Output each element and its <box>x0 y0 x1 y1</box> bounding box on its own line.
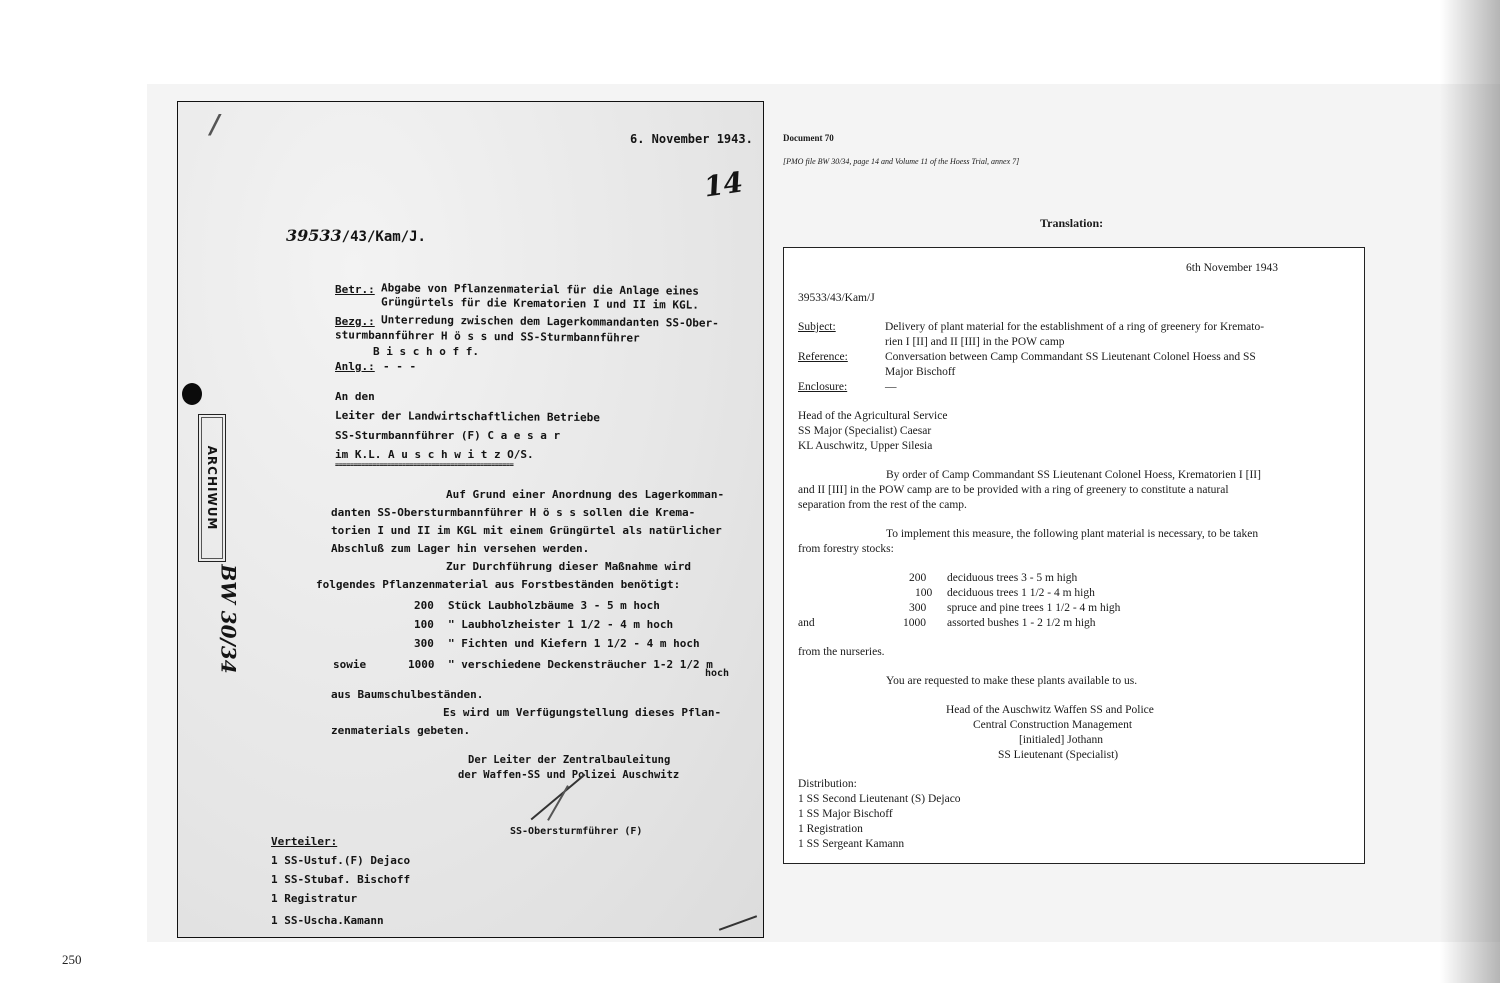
translation-paragraph-1-line-3: separation from the rest of the camp. <box>798 499 967 511</box>
reference-line-3: B i s c h o f f. <box>373 345 479 358</box>
body-line-3: torien I und II im KGL mit einem Grüngürtel als natürlicher <box>331 524 722 537</box>
body-line-5: Zur Durchführung dieser Maßnahme wird <box>446 560 692 573</box>
enclosure-label: Anlg.: <box>335 360 375 373</box>
item-tail: hoch <box>705 668 730 679</box>
distribution-item: 1 SS-Uscha.Kamann <box>271 914 384 927</box>
ink-blot <box>182 383 202 405</box>
translation-distribution-item: 1 Registration <box>798 823 863 835</box>
translation-nurseries: from the nurseries. <box>798 646 885 658</box>
translation-reference-1: Conversation between Camp Commandant SS Lieutenant Colonel Hoess and SS <box>885 351 1256 363</box>
subject-line-2: Grüngürtels für die Krematorien I und II im KGL. <box>380 295 699 312</box>
file-number-handwritten: BW 30/34 <box>216 564 241 674</box>
translation-box <box>783 247 1365 864</box>
body-line-1: Auf Grund einer Anordnung des Lagerkomman- <box>446 488 725 501</box>
distribution-label: Verteiler: <box>271 835 338 848</box>
original-reference <box>286 226 426 245</box>
item-qty: 200 <box>414 599 434 612</box>
item-prefix: sowie <box>333 658 367 671</box>
translation-subject-1: Delivery of plant material for the establishment of a ring of greenery for Kremato- <box>885 321 1265 333</box>
translation-subject-2: rien I [II] and II [III] in the POW camp <box>885 336 1065 348</box>
body-line-8: Es wird um Verfügungstellung dieses Pflan- <box>443 706 722 719</box>
translation-distribution-label: Distribution: <box>798 778 857 790</box>
translation-distribution-item: 1 SS Sergeant Kamann <box>798 838 905 850</box>
signature-rank: SS-Obersturmführer (F) <box>510 826 643 837</box>
translation-item-qty: 300 <box>909 602 927 614</box>
translation-addressee-2: SS Major (Specialist) Caesar <box>798 425 932 437</box>
page-number: 250 <box>62 952 82 967</box>
translation-heading: Translation: <box>1040 216 1104 230</box>
item-qty: 1000 <box>408 658 435 671</box>
document-label: Document 70 <box>783 133 834 143</box>
subject-line-1: Abgabe von Pflanzenmaterial für die Anlage eines <box>380 281 699 298</box>
body-line-2: danten SS-Obersturmbannführer H ö s s sollen die Krema- <box>331 506 696 519</box>
ink-mark <box>719 915 757 931</box>
distribution-item: 1 SS-Stubaf. Bischoff <box>271 873 411 886</box>
addressee-separator: ================================================ <box>335 461 514 469</box>
enclosure-value: - - - <box>383 360 417 373</box>
translation-distribution-item: 1 SS Second Lieutenant (S) Dejaco <box>798 793 961 805</box>
translation-addressee-3: KL Auschwitz, Upper Silesia <box>798 440 933 452</box>
body-line-9: zenmaterials gebeten. <box>331 724 471 737</box>
translation-distribution-item: 1 SS Major Bischoff <box>798 808 893 820</box>
corner-handmark: / <box>210 110 220 140</box>
signature-line-2: der Waffen-SS und Polizei Auschwitz <box>458 769 680 781</box>
reference-label: Bezg.: <box>335 315 375 328</box>
translation-item-desc: spruce and pine trees 1 1/2 - 4 m high <box>947 602 1121 614</box>
document-source: [PMO file BW 30/34, page 14 and Volume 11 of the Hoess Trial, annex 7] <box>783 157 1020 166</box>
translation-reference-2: Major Bischoff <box>885 366 956 378</box>
translation-item-desc: assorted bushes 1 - 2 1/2 m high <box>947 617 1096 629</box>
translation-signature-3: [initialed] Jothann <box>1019 734 1103 746</box>
reference-typed: /43/Kam/J. <box>341 229 426 245</box>
translation-signature-4: SS Lieutenant (Specialist) <box>998 749 1119 761</box>
addressee-line-3: SS-Sturmbannführer (F) C a e s a r <box>335 429 561 442</box>
signature-line-1: Der Leiter der Zentralbauleitung <box>468 754 671 766</box>
body-line-6: folgendes Pflanzenmaterial aus Forstbeständen benötigt: <box>316 578 681 591</box>
addressee-line-1: An den <box>335 390 375 403</box>
item-qty: 100 <box>414 618 434 631</box>
translation-date: 6th November 1943 <box>1186 262 1278 274</box>
item-desc: " Laubholzheister 1 1/2 - 4 m hoch <box>448 618 674 631</box>
translation-signature-1: Head of the Auschwitz Waffen SS and Police <box>946 704 1154 716</box>
reference-handwritten: 39533 <box>286 226 342 245</box>
item-desc: Stück Laubholzbäume 3 - 5 m hoch <box>448 599 660 612</box>
translation-paragraph-1-line-2: and II [III] in the POW camp are to be provided with a ring of greenery to constitute a natural <box>798 484 1229 496</box>
body-line-7: aus Baumschulbeständen. <box>331 688 484 701</box>
translation-subject-label: Subject: <box>798 321 836 333</box>
item-desc: " Fichten und Kiefern 1 1/2 - 4 m hoch <box>448 637 700 650</box>
translation-item-prefix: and <box>798 617 815 629</box>
folio-number: 14 <box>701 165 746 204</box>
translation-paragraph-1-line-1: By order of Camp Commandant SS Lieutenant Colonel Hoess, Krematorien I [II] <box>886 469 1261 481</box>
translation-reference: 39533/43/Kam/J <box>798 292 875 304</box>
translation-reference-label: Reference: <box>798 351 848 363</box>
distribution-item: 1 Registratur <box>271 892 358 905</box>
translation-signature-2: Central Construction Management <box>973 719 1133 731</box>
addressee-line-4: im K.L. A u s c h w i t z O/S. <box>335 448 534 461</box>
translation-item-desc: deciduous trees 3 - 5 m high <box>947 572 1078 584</box>
translation-enclosure-label: Enclosure: <box>798 381 848 393</box>
reference-line-1: Unterredung zwischen dem Lagerkommandanten SS-Ober- <box>380 313 719 330</box>
translation-paragraph-2-line-2: from forestry stocks: <box>798 543 894 555</box>
archive-stamp-text: ARCHIWUM <box>205 445 219 531</box>
item-qty: 300 <box>414 637 434 650</box>
addressee-line-2: Leiter der Landwirtschaftlichen Betriebe <box>334 408 600 425</box>
reference-line-2: sturmbannführer H ö s s und SS-Sturmbannführer <box>334 328 640 345</box>
subject-label: Betr.: <box>335 283 375 296</box>
translation-enclosure-value: — <box>885 381 897 393</box>
translation-item-qty: 200 <box>909 572 927 584</box>
translation-paragraph-2-line-1: To implement this measure, the following plant material is necessary, to be taken <box>886 528 1259 540</box>
translation-request: You are requested to make these plants available to us. <box>886 675 1138 687</box>
original-date: 6. November 1943. <box>630 132 753 146</box>
distribution-item: 1 SS-Ustuf.(F) Dejaco <box>271 854 411 867</box>
scanned-original-document <box>177 101 764 938</box>
translation-item-qty: 1000 <box>903 617 926 629</box>
item-desc: " verschiedene Deckensträucher 1-2 1/2 m <box>448 658 713 671</box>
translation-item-qty: 100 <box>915 587 933 599</box>
translation-item-desc: deciduous trees 1 1/2 - 4 m high <box>947 587 1095 599</box>
body-line-4: Abschluß zum Lager hin versehen werden. <box>331 542 590 555</box>
archive-stamp <box>198 414 226 562</box>
book-gutter-shadow <box>1440 0 1500 983</box>
translation-addressee-1: Head of the Agricultural Service <box>798 410 948 422</box>
